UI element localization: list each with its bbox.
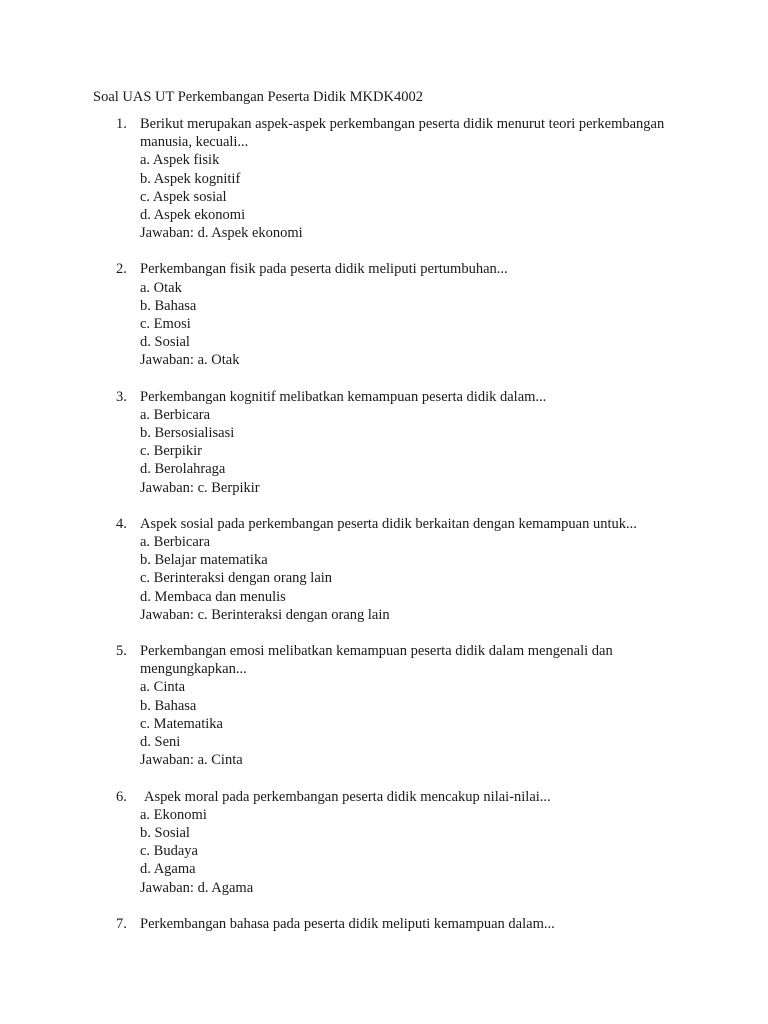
option-d: d. Membaca dan menulis [140,588,286,605]
question-number: 5. [116,643,127,660]
question-number: 7. [116,915,127,932]
question-item [0,642,768,769]
option-a: a. Ekonomi [140,806,207,823]
answer-text: Jawaban: c. Berpikir [140,479,260,496]
option-a: a. Cinta [140,679,186,696]
option-c: c. Berpikir [140,443,203,460]
question-number: 2. [116,261,127,278]
option-d: d. Agama [140,861,196,878]
question-item [0,915,768,933]
answer-text: Jawaban: a. Cinta [140,752,243,769]
option-d: d. Aspek ekonomi [140,207,246,224]
option-c: c. Emosi [140,316,191,333]
question-number: 3. [116,388,127,405]
option-d: d. Berolahraga [140,461,226,478]
question-number: 6. [116,788,127,805]
question-number: 1. [116,116,127,132]
question-text: Perkembangan fisik pada peserta didik meliputi pertumbuhan... [140,261,508,278]
question-item [0,515,768,624]
question-item [0,115,768,242]
option-c: c. Matematika [140,715,223,732]
option-d: d. Sosial [140,334,190,351]
option-a: a. Berbicara [140,406,211,423]
answer-text: Jawaban: d. Agama [140,879,254,896]
option-b: b. Sosial [140,824,190,841]
question-text: Perkembangan bahasa pada peserta didik meliputi kemampuan dalam... [140,915,555,932]
question-text: Aspek sosial pada perkembangan peserta didik berkaitan dengan kemampuan untuk... [140,515,637,532]
option-c: c. Aspek sosial [140,188,227,205]
answer-text: Jawaban: d. Aspek ekonomi [140,225,303,242]
option-b: b. Belajar matematika [140,552,268,569]
option-b: b. Bersosialisasi [140,425,235,442]
option-a: a. Berbicara [140,534,211,551]
answer-text: Jawaban: a. Otak [140,352,240,369]
option-b: b. Aspek kognitif [140,170,241,187]
question-text: Aspek moral pada perkembangan peserta didik mencakup nilai-nilai... [144,788,551,805]
option-b: b. Bahasa [140,297,197,314]
question-item [0,388,768,497]
question-item [0,260,768,369]
option-a: a. Aspek fisik [140,152,220,169]
question-text: Perkembangan kognitif melibatkan kemampuan peserta didik dalam... [140,388,547,405]
answer-text: Jawaban: c. Berinteraksi dengan orang lain [140,606,390,623]
option-d: d. Seni [140,734,181,751]
question-list [0,115,768,951]
option-b: b. Bahasa [140,697,197,714]
question-item [0,788,768,897]
option-c: c. Berinteraksi dengan orang lain [140,570,333,587]
question-text: Perkembangan emosi melibatkan kemampuan peserta didik dalam mengenali dan mengungkapkan... [140,643,613,678]
option-c: c. Budaya [140,843,198,860]
option-a: a. Otak [140,279,182,296]
question-text: Berikut merupakan aspek-aspek perkembangan peserta didik menurut teori perkembangan manusia, kecuali... [140,116,665,151]
question-number: 4. [116,515,127,532]
document-title: Soal UAS UT Perkembangan Peserta Didik MKDK4002 [93,89,423,105]
